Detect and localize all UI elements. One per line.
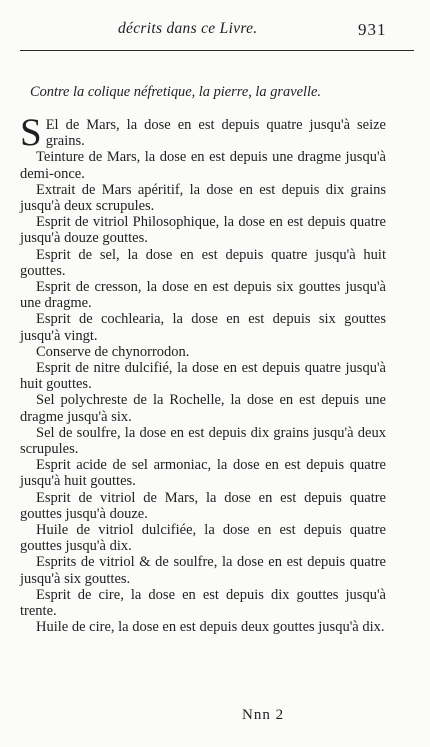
page-header (0, 18, 430, 42)
entry: Conserve de chynorrodon. (36, 343, 190, 360)
signature-mark: Nnn 2 (242, 707, 285, 723)
entry-text: El de Mars, la dose en est depuis quatre jusqu'à seize grains. (45, 117, 386, 150)
entry: Huile de cire, la dose en est depuis deux gouttes jusqu'à dix. (36, 619, 385, 636)
running-head: décrits dans ce Livre. (118, 20, 258, 37)
entry: Esprits de vitriol & de soulfre, la dose en est depuis quatre jusqu'à six gouttes. (20, 554, 386, 587)
body-text (20, 111, 386, 636)
entry: Sel polychreste de la Rochelle, la dose en est depuis une dragme jusqu'à six. (20, 392, 386, 425)
entry: Esprit de cire, la dose en est depuis dix gouttes jusqu'à trente. (20, 586, 386, 620)
entry: Esprit de cochlearia, la dose en est depuis six gouttes jusqu'à vingt. (20, 311, 386, 344)
entry: Teinture de Mars, la dose en est depuis une dragme jusqu'à demi-once. (20, 149, 386, 182)
entry: Esprit de sel, la dose en est depuis quatre jusqu'à huit gouttes. (20, 246, 386, 279)
entry: Esprit de vitriol Philosophique, la dose en est depuis quatre jusqu'à douze gouttes. (20, 214, 386, 247)
drop-cap: S (20, 111, 42, 154)
entry: Huile de vitriol dulcifiée, la dose en est depuis quatre gouttes jusqu'à dix. (20, 522, 386, 555)
header-rule (20, 50, 414, 51)
entry: Esprit de cresson, la dose en est depuis six gouttes jusqu'à une dragme. (20, 279, 386, 312)
page-number: 931 (358, 20, 387, 39)
entry: Sel de soulfre, la dose en est depuis dix grains jusqu'à deux scrupules. (20, 424, 386, 458)
section-title: Contre la colique néfretique, la pierre, la gravelle. (30, 84, 321, 100)
entry: Esprit de nitre dulcifié, la dose en est depuis quatre jusqu'à huit gouttes. (20, 360, 386, 393)
entry: Extrait de Mars apéritif, la dose en est depuis dix grains jusqu'à deux scrupules. (20, 181, 386, 215)
entry (20, 111, 386, 154)
entry: Esprit de vitriol de Mars, la dose en est depuis quatre gouttes jusqu'à douze. (20, 489, 386, 522)
entry: Esprit acide de sel armoniac, la dose en est depuis quatre jusqu'à huit gouttes. (20, 457, 386, 490)
